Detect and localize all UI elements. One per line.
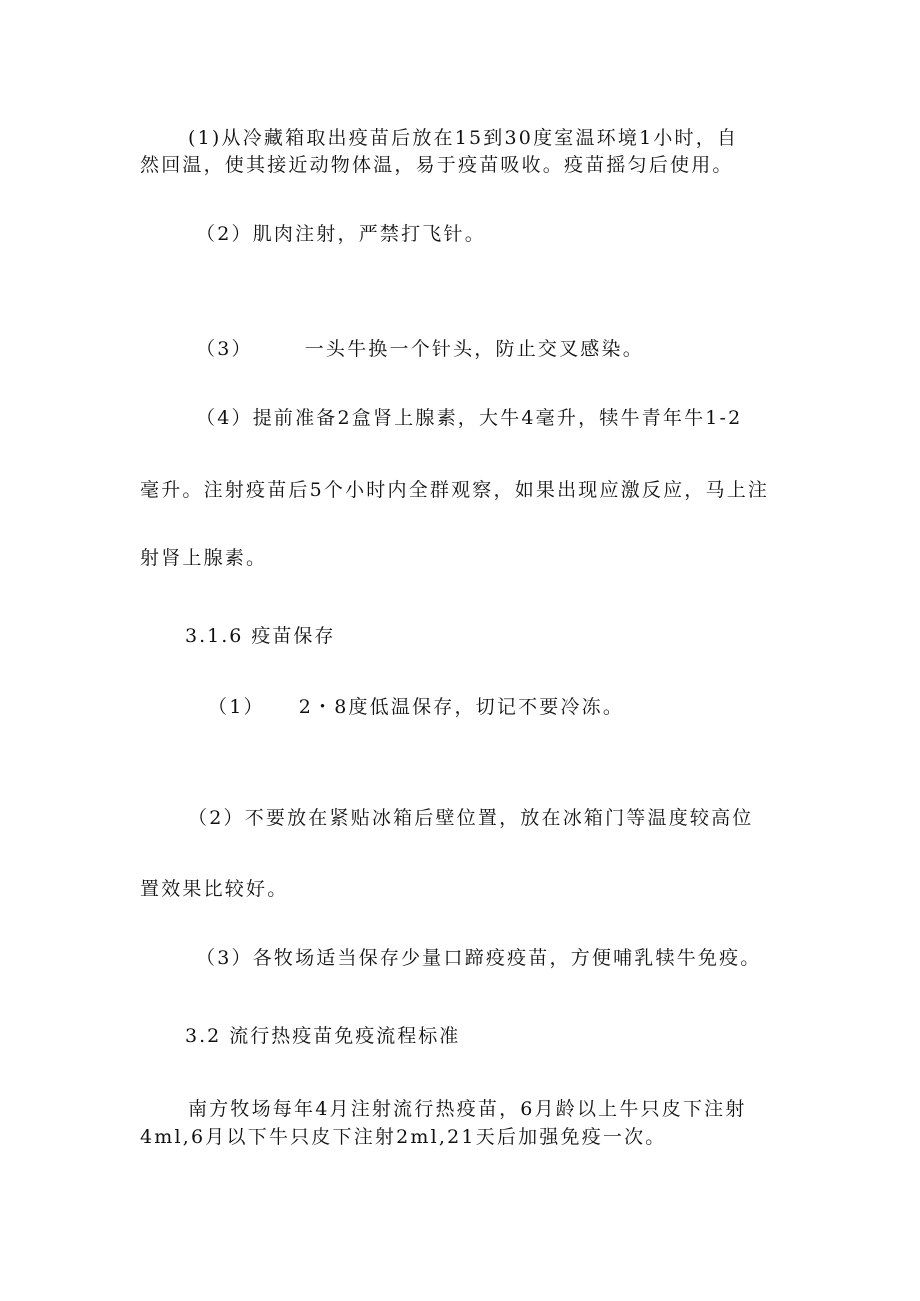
paragraph-fever-schedule-line2: 4ml,6月以下牛只皮下注射2ml,21天后加强免疫一次。 xyxy=(140,1126,667,1148)
paragraph-adrenaline-line1: （4）提前准备2盒肾上腺素，大牛4毫升，犊牛青年牛1-2 xyxy=(196,407,743,429)
paragraph-fever-schedule-line1: 南方牧场每年4月注射流行热疫苗，6月龄以上牛只皮下注射 xyxy=(188,1098,747,1120)
item-number: （3） xyxy=(196,338,253,360)
paragraph-needle-change xyxy=(196,337,846,361)
paragraph-fridge-position-line2: 置效果比较好。 xyxy=(140,878,289,900)
item-text: 一头牛换一个针头，防止交叉感染。 xyxy=(304,338,644,360)
paragraph-vaccine-warming-line2: 然回温，使其接近动物体温，易于疫苗吸收。疫苗摇匀后使用。 xyxy=(140,154,734,176)
paragraph-intramuscular-injection: （2）肌肉注射，严禁打飞针。 xyxy=(196,223,486,245)
paragraph-adrenaline-line2: 毫升。注射疫苗后5个小时内全群观察，如果出现应激反应，马上注 xyxy=(140,479,770,501)
section-heading-fever-vaccine: 3.2 流行热疫苗免疫流程标准 xyxy=(185,1025,461,1047)
paragraph-vaccine-warming-line1: (1)从冷藏箱取出疫苗后放在15到30度室温环境1小时，自 xyxy=(188,127,739,149)
section-heading-vaccine-storage: 3.1.6 疫苗保存 xyxy=(185,625,336,647)
paragraph-fmd-vaccine: （3）各牧场适当保存少量口蹄疫疫苗，方便哺乳犊牛免疫。 xyxy=(196,947,762,969)
paragraph-adrenaline-line3: 射肾上腺素。 xyxy=(140,547,268,569)
paragraph-fridge-position-line1: （2）不要放在紧贴冰箱后壁位置，放在冰箱门等温度较高位 xyxy=(188,807,754,829)
paragraph-low-temp-storage xyxy=(208,695,858,719)
item-text: 2・8度低温保存，切记不要冷冻。 xyxy=(298,696,625,718)
item-number: （1） xyxy=(208,696,265,718)
